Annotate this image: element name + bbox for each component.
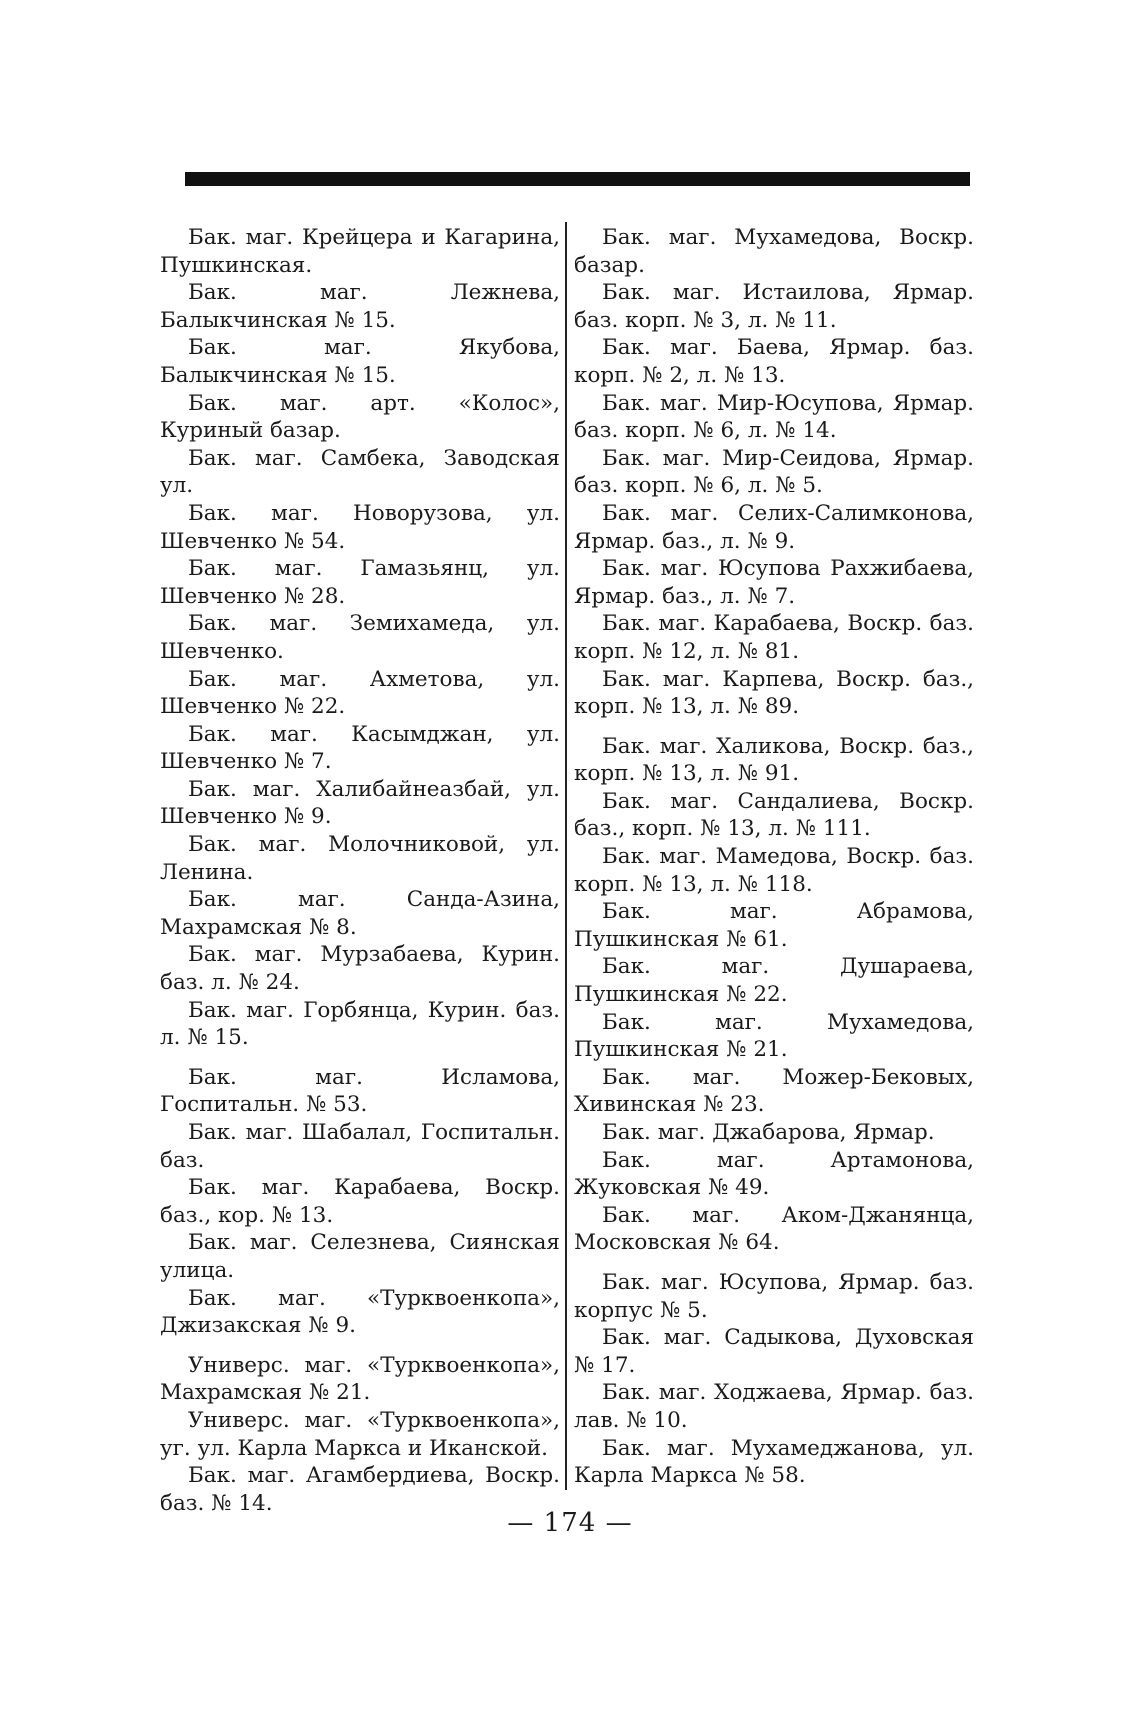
list-item: Бак. маг. Ахметова, ул. Шевченко № 22. [160, 666, 560, 720]
list-item: Универс. маг. «Турквоенкопа», Махрамская № 21. [160, 1352, 560, 1406]
list-item: Бак. маг. «Турквоенкопа», Джизакская № 9. [160, 1285, 560, 1339]
list-item: Бак. маг. Сандалиева, Воскр. баз., корп. № 13, л. № 111. [574, 788, 974, 842]
list-item: Бак. маг. Карпева, Воскр. баз., корп. № 13, л. № 89. [574, 666, 974, 720]
right-column [574, 224, 974, 1490]
list-item: Бак. маг. Халикова, Воскр. баз., корп. № 13, л. № 91. [574, 733, 974, 787]
list-item: Бак. маг. Мамедова, Воскр. баз. корп. № 13, л. № 118. [574, 844, 974, 897]
list-item: Бак. маг. Горбянца, Курин. баз. л. № 15. [160, 997, 560, 1051]
list-item: Бак. маг. Душараева, Пушкинская № 22. [574, 954, 974, 1008]
list-item: Бак. маг. Мухамеджанова, ул. Карла Маркса № 58. [574, 1435, 974, 1489]
list-item: Бак. маг. Истаилова, Ярмар. баз. корп. № 3, л. № 11. [574, 280, 974, 333]
list-item: Бак. маг. Карабаева, Воскр. баз., кор. № 13. [160, 1175, 560, 1228]
list-item: Бак. маг. Аком-Джанянца, Московская № 64. [574, 1202, 974, 1256]
list-item: Бак. маг. Исламова, Госпитальн. № 53. [160, 1064, 560, 1118]
list-item: Бак. маг. Мухамедова, Воскр. базар. [574, 225, 974, 278]
column-divider [565, 222, 567, 1490]
list-item: Бак. маг. Агамбердиева, Воскр. баз. № 14. [160, 1463, 560, 1516]
list-item: Бак. маг. Крейцера и Кагарина, Пушкинская. [160, 225, 560, 278]
list-item: Бак. маг. Юсупова, Ярмар. баз. корпус № 5. [574, 1269, 974, 1323]
page-number: — 174 — [507, 1508, 633, 1538]
list-item: Бак. маг. Мухамедова, Пушкинская № 21. [574, 1009, 974, 1063]
list-item: Бак. маг. Самбека, Заводская ул. [160, 445, 560, 499]
list-item: Бак. маг. Гамазьянц, ул. Шевченко № 28. [160, 556, 560, 609]
list-item: Универс. маг. «Турквоенкопа», уг. ул. Карла Маркса и Иканской. [160, 1407, 560, 1461]
list-item: Бак. маг. Карабаева, Воскр. баз. корп. № 12, л. № 81. [574, 611, 974, 664]
list-item: Бак. маг. арт. «Колос», Куриный базар. [160, 390, 560, 444]
list-item: Бак. маг. Ходжаева, Ярмар. баз. лав. № 10. [574, 1380, 974, 1433]
list-item: Бак. маг. Земихамеда, ул. Шевченко. [160, 611, 560, 664]
list-item: Бак. маг. Селезнева, Сиянская улица. [160, 1230, 560, 1283]
list-item: Бак. маг. Садыкова, Духовская № 17. [574, 1325, 974, 1378]
list-item: Бак. маг. Селих-Салимконова, Ярмар. баз., л. № 9. [574, 500, 974, 554]
header-rule [185, 172, 970, 186]
list-item: Бак. маг. Мурзабаева, Курин. баз. л. № 24. [160, 942, 560, 996]
list-item: Бак. маг. Новорузова, ул. Шевченко № 54. [160, 500, 560, 554]
list-item: Бак. маг. Мир-Сеидова, Ярмар. баз. корп. № 6, л. № 5. [574, 445, 974, 499]
list-item: Бак. маг. Молочниковой, ул. Ленина. [160, 832, 560, 885]
left-column [160, 224, 560, 1517]
list-item: Бак. маг. Якубова, Балыкчинская № 15. [160, 335, 560, 388]
list-item: Бак. маг. Можер-Бековых, Хивинская № 23. [574, 1064, 974, 1118]
list-item: Бак. маг. Баева, Ярмар. баз. корп. № 2, л. № 13. [574, 335, 974, 388]
list-item: Бак. маг. Лежнева, Балыкчинская № 15. [160, 280, 560, 333]
list-item: Бак. маг. Джабарова, Ярмар. [602, 1120, 935, 1145]
list-item: Бак. маг. Шабалал, Госпитальн. баз. [160, 1120, 560, 1173]
list-item: Бак. маг. Касымджан, ул. Шевченко № 7. [160, 721, 560, 775]
list-item: Бак. маг. Артамонова, Жуковская № 49. [574, 1147, 974, 1201]
list-item: Бак. маг. Халибайнеазбай, ул. Шевченко № 9. [160, 776, 560, 830]
list-item: Бак. маг. Санда-Азина, Махрамская № 8. [160, 887, 560, 940]
list-item: Бак. маг. Юсупова Рахжибаева, Ярмар. баз., л. № 7. [574, 556, 974, 609]
list-item: Бак. маг. Абрамова, Пушкинская № 61. [574, 899, 974, 952]
list-item: Бак. маг. Мир-Юсупова, Ярмар. баз. корп. № 6, л. № 14. [574, 390, 974, 444]
